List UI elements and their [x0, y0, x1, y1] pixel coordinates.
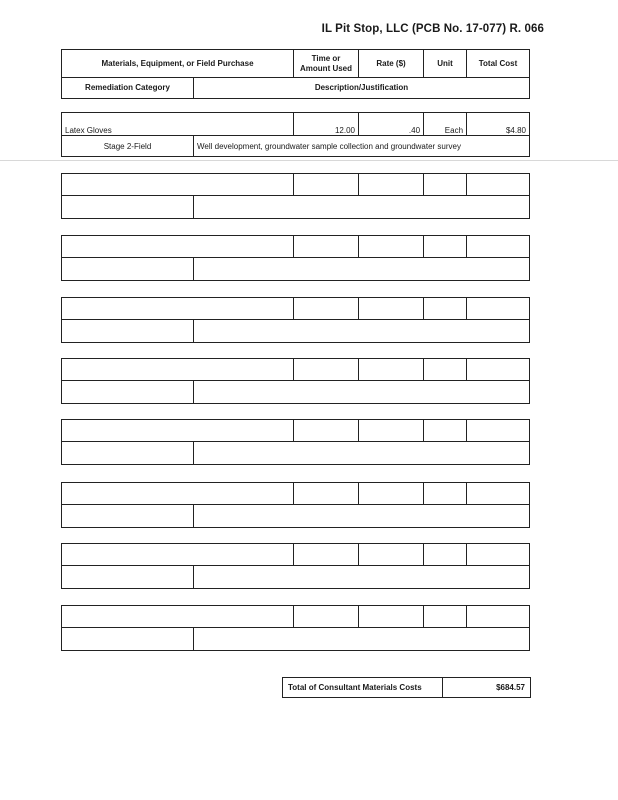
empty-entry-block [61, 235, 530, 281]
empty-cell [62, 381, 194, 404]
unit-header: Unit [424, 50, 467, 78]
empty-cell [467, 420, 530, 442]
description-header: Description/Justification [194, 78, 530, 99]
empty-entry-block [61, 358, 530, 404]
empty-cell [424, 298, 467, 320]
empty-cell [194, 566, 530, 589]
empty-cell [62, 420, 294, 442]
header-table [61, 49, 530, 99]
empty-cell [424, 483, 467, 505]
empty-cell [194, 381, 530, 404]
empty-cell [294, 544, 359, 566]
document-id: IL Pit Stop, LLC (PCB No. 17-077) R. 066 [321, 23, 544, 35]
category-header: Remediation Category [62, 78, 194, 99]
empty-cell [194, 505, 530, 528]
empty-cell [62, 196, 194, 219]
item-cell: Latex Gloves [62, 113, 294, 136]
time-header: Time or Amount Used [294, 50, 359, 78]
empty-entry-block [61, 605, 530, 651]
unit-cell: Each [424, 113, 467, 136]
empty-cell [294, 483, 359, 505]
empty-entry-block [61, 297, 530, 343]
empty-cell [359, 298, 424, 320]
empty-cell [467, 544, 530, 566]
empty-cell [62, 628, 194, 651]
description-cell: Well development, groundwater sample collection and groundwater survey [194, 136, 530, 157]
empty-cell [359, 606, 424, 628]
empty-cell [467, 236, 530, 258]
empty-cell [62, 566, 194, 589]
empty-cell [467, 174, 530, 196]
total-box [282, 677, 531, 698]
empty-cell [62, 483, 294, 505]
empty-cell [294, 298, 359, 320]
empty-cell [424, 174, 467, 196]
total-cell: $4.80 [467, 113, 530, 136]
rate-header: Rate ($) [359, 50, 424, 78]
empty-cell [62, 606, 294, 628]
empty-cell [62, 298, 294, 320]
empty-cell [467, 298, 530, 320]
total-header: Total Cost [467, 50, 530, 78]
empty-cell [194, 320, 530, 343]
category-cell: Stage 2-Field [62, 136, 194, 157]
empty-cell [62, 544, 294, 566]
empty-entry-block [61, 173, 530, 219]
empty-cell [294, 606, 359, 628]
empty-entry-block [61, 482, 530, 528]
empty-cell [62, 442, 194, 465]
empty-entry-block [61, 419, 530, 465]
total-value: $684.57 [443, 678, 531, 698]
empty-cell [359, 420, 424, 442]
empty-entry-block [61, 543, 530, 589]
empty-cell [294, 236, 359, 258]
empty-cell [424, 236, 467, 258]
empty-cell [294, 174, 359, 196]
scan-artifact-line [0, 160, 618, 161]
empty-cell [194, 442, 530, 465]
total-label: Total of Consultant Materials Costs [283, 678, 443, 698]
materials-header: Materials, Equipment, or Field Purchase [62, 50, 294, 78]
empty-cell [359, 236, 424, 258]
rate-cell: .40 [359, 113, 424, 136]
empty-cell [294, 420, 359, 442]
amount-cell: 12.00 [294, 113, 359, 136]
empty-cell [467, 483, 530, 505]
empty-cell [62, 505, 194, 528]
empty-cell [194, 196, 530, 219]
empty-cell [424, 606, 467, 628]
empty-cell [194, 628, 530, 651]
empty-cell [62, 320, 194, 343]
empty-cell [467, 359, 530, 381]
empty-cell [424, 420, 467, 442]
entry-block [61, 112, 530, 157]
empty-cell [62, 174, 294, 196]
empty-cell [194, 258, 530, 281]
empty-cell [359, 483, 424, 505]
empty-cell [62, 359, 294, 381]
empty-cell [359, 174, 424, 196]
empty-cell [359, 359, 424, 381]
empty-cell [294, 359, 359, 381]
empty-cell [424, 544, 467, 566]
empty-cell [467, 606, 530, 628]
empty-cell [359, 544, 424, 566]
empty-cell [62, 258, 194, 281]
empty-cell [62, 236, 294, 258]
empty-cell [424, 359, 467, 381]
